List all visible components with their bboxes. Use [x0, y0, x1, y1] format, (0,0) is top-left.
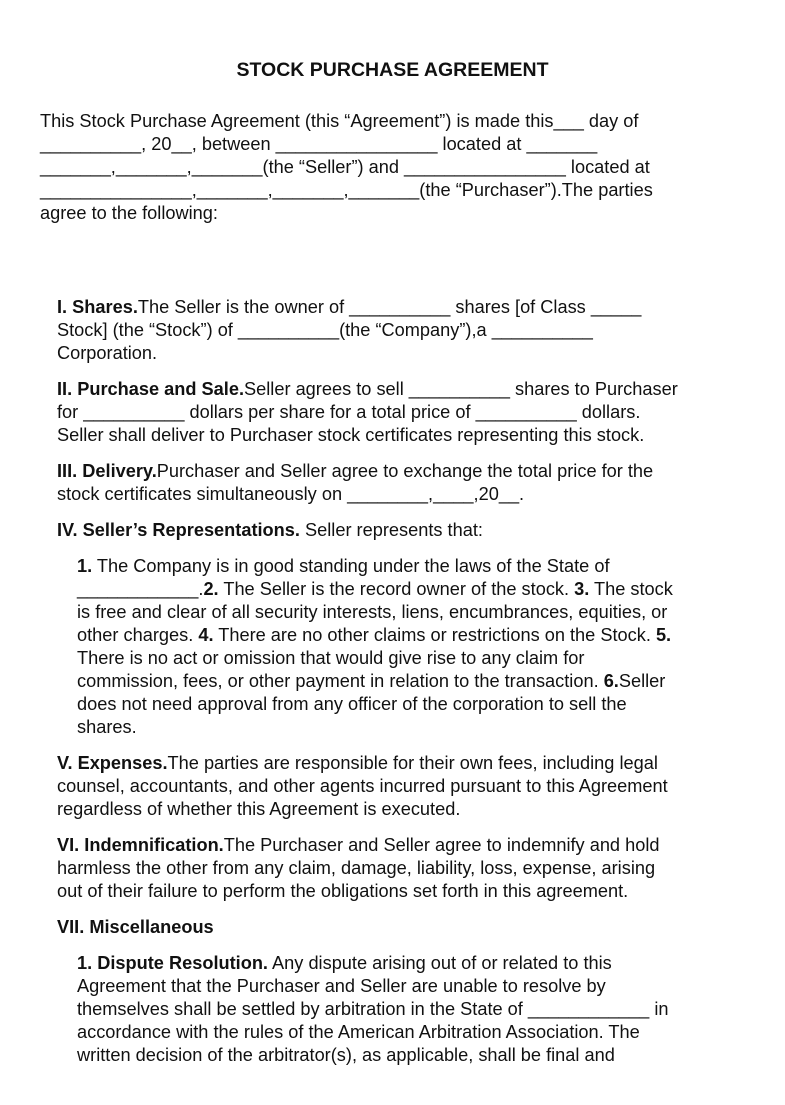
item-number: 5.: [655, 625, 672, 645]
section-heading: I. Shares.: [57, 297, 138, 317]
intro-line: _______,_______,_______(the “Seller”) and ________________ located at: [40, 157, 650, 177]
section-expenses: [57, 752, 747, 821]
item-text: is free and clear of all security interests, liens, encumbrances, equities, or: [77, 602, 668, 622]
dispute-resolution: [77, 952, 747, 1067]
item-number: 2.: [203, 579, 219, 599]
section-representations: [57, 519, 747, 542]
section-text: regardless of whether this Agreement is executed.: [57, 799, 461, 819]
section-heading: VII. Miscellaneous: [57, 917, 214, 937]
section-miscellaneous: [57, 916, 747, 939]
item-number: 6.: [603, 671, 619, 691]
section-text: The parties are responsible for their own fees, including legal: [167, 753, 658, 773]
section-text: Purchaser and Seller agree to exchange the total price for the: [156, 461, 654, 481]
section-indemnification: [57, 834, 747, 903]
section-text: Seller represents that:: [299, 520, 483, 540]
item-text: The Seller is the record owner of the stock.: [218, 579, 575, 599]
intro-line: __________, 20__, between ________________ located at _______: [40, 134, 598, 154]
item-text: shares.: [77, 717, 137, 737]
section-heading: IV. Seller’s Representations.: [57, 520, 300, 540]
intro-line: _______________,_______,_______,_______(the “Purchaser”).The parties: [40, 180, 653, 200]
document-title: STOCK PURCHASE AGREEMENT: [236, 59, 549, 81]
section-text: out of their failure to perform the obligations set forth in this agreement.: [57, 881, 629, 901]
item-text: commission, fees, or other payment in relation to the transaction.: [77, 671, 604, 691]
section-text: Corporation.: [57, 343, 158, 363]
item-number: 1.: [77, 556, 93, 576]
item-text: The stock: [589, 579, 673, 599]
section-text: The Seller is the owner of __________ shares [of Class _____: [137, 297, 642, 317]
section-heading: VI. Indemnification.: [57, 835, 224, 855]
item-text: There is no act or omission that would give rise to any claim for: [77, 648, 585, 668]
section-text: stock certificates simultaneously on ________,____,20__.: [57, 484, 525, 504]
intro-line: This Stock Purchase Agreement (this “Agreement”) is made this___ day of: [40, 111, 639, 131]
section-text: harmless the other from any claim, damage, liability, loss, expense, arising: [57, 858, 656, 878]
representations-list: [77, 555, 747, 739]
item-text: does not need approval from any officer of the corporation to sell the: [77, 694, 627, 714]
item-text: other charges.: [77, 625, 199, 645]
item-text: Seller: [618, 671, 666, 691]
item-text: Agreement that the Purchaser and Seller are unable to resolve by: [77, 976, 606, 996]
intro-line: agree to the following:: [40, 203, 218, 223]
intro-paragraph: [40, 110, 740, 225]
section-purchase-and-sale: [57, 378, 747, 447]
section-text: for __________ dollars per share for a total price of __________ dollars.: [57, 402, 641, 422]
section-shares: [57, 296, 747, 365]
section-text: counsel, accountants, and other agents incurred pursuant to this Agreement: [57, 776, 668, 796]
section-text: Seller agrees to sell __________ shares to Purchaser: [244, 379, 678, 399]
item-text: Any dispute arising out of or related to this: [268, 953, 612, 973]
section-delivery: [57, 460, 747, 506]
section-text: Stock] (the “Stock”) of __________(the “Company”),a __________: [57, 320, 593, 340]
sub-heading: 1. Dispute Resolution.: [77, 953, 268, 973]
item-number: 4.: [198, 625, 214, 645]
agreement-sections: [57, 296, 747, 1080]
section-heading: III. Delivery.: [57, 461, 157, 481]
section-text: The Purchaser and Seller agree to indemnify and hold: [223, 835, 660, 855]
item-text: ____________.: [77, 579, 204, 599]
item-number: 3.: [574, 579, 590, 599]
section-heading: II. Purchase and Sale.: [57, 379, 245, 399]
item-text: written decision of the arbitrator(s), as applicable, shall be final and: [77, 1045, 615, 1065]
item-text: There are no other claims or restrictions on the Stock.: [213, 625, 656, 645]
section-text: Seller shall deliver to Purchaser stock certificates representing this stock.: [57, 425, 645, 445]
item-text: The Company is in good standing under the laws of the State of: [92, 556, 610, 576]
section-heading: V. Expenses.: [57, 753, 168, 773]
item-text: themselves shall be settled by arbitration in the State of ____________ in: [77, 999, 669, 1019]
item-text: accordance with the rules of the American Arbitration Association. The: [77, 1022, 640, 1042]
